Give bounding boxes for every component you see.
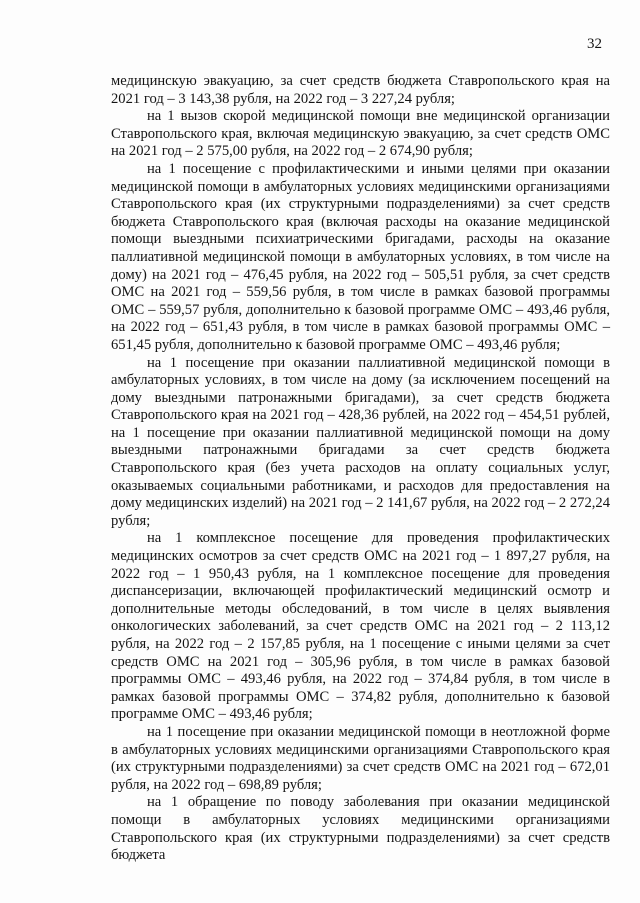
paragraph-ambulance-call: на 1 вызов скорой медицинской помощи вне медицинской организации Ставропольского края, включая медицинскую эвакуацию, за счет средств ОМС на 2021 год – 2 575,00 рубля, на 2022 год – 2 674,90 рубля; [111, 108, 610, 160]
paragraph-urgent-visit: на 1 посещение при оказании медицинской помощи в неотложной форме в амбулаторных условиях медицинскими организациями Ставропольского края (их структурными подразделениями) за счет средств ОМС на 2021 год – 672,01 рубля, на 2022 год – 698,89 рубля; [111, 723, 610, 793]
paragraph-palliative-visit: на 1 посещение при оказании паллиативной медицинской помощи в амбулаторных условиях, в том числе на дому (за исключением посещений на дому выездными патронажными бригадами), за счет средств бюджета Ставропольского края на 2021 год – 428,36 рублей, на 2022 год – 454,51 рублей, на 1 посещение при оказании паллиативной медицинской помощи на дому выездными патронажными бригадами за счет средств бюджета Ставропольского края (без учета расходов на оплату социальных услуг, оказываемых социальными работниками, и расходов для предоставления на дому медицинских изделий) на 2021 год – 2 141,67 рубля, на 2022 год – 2 272,24 рубля; [111, 354, 610, 529]
paragraph-disease-appeal: на 1 обращение по поводу заболевания при оказании медицинской помощи в амбулаторных условиях медицинскими организациями Ставропольского края (их структурными подразделениями) за счет средств бюджета [111, 794, 610, 864]
body-text [111, 73, 610, 865]
paragraph-preventive-visit: на 1 посещение с профилактическими и иными целями при оказании медицинской помощи в амбулаторных условиях медицинскими организациями Ставропольского края (их структурными подразделениями) за счет средств бюджета Ставропольского края (включая расходы на оказание медицинской помощи выездными психиатрическими бригадами, расходы на оказание паллиативной медицинской помощи в амбулаторных условиях, в том числе на дому) на 2021 год – 476,45 рубля, на 2022 год – 505,51 рубля, за счет средств ОМС на 2021 год – 559,56 рубля, в том числе в рамках базовой программы ОМС – 559,57 рубля, дополнительно к базовой программе ОМС – 493,46 рубля, на 2022 год – 651,43 рубля, в том числе в рамках базовой программы ОМС – 651,45 рубля, дополнительно к базовой программе ОМС – 493,46 рубля; [111, 160, 610, 353]
paragraph-continuation: медицинскую эвакуацию, за счет средств бюджета Ставропольского края на 2021 год – 3 143,38 рубля, на 2022 год – 3 227,24 рубля; [111, 73, 610, 107]
paragraph-complex-visit: на 1 комплексное посещение для проведения профилактических медицинских осмотров за счет средств ОМС на 2021 год – 1 897,27 рубля, на 2022 год – 1 950,43 рубля, на 1 комплексное посещение для проведения диспансеризации, включающей профилактический медицинский осмотр и дополнительные методы обследований, в том числе в целях выявления онкологических заболеваний, за счет средств ОМС на 2021 год – 2 113,12 рубля, на 2022 год – 2 157,85 рубля, на 1 посещение с иными целями за счет средств ОМС на 2021 год – 305,96 рубля, в том числе в рамках базовой программы ОМС – 493,46 рубля, на 2022 год – 374,84 рубля, в том числе в рамках базовой программы ОМС – 374,82 рубля, дополнительно к базовой программе ОМС – 493,46 рубля; [111, 530, 610, 723]
page-number: 32 [587, 36, 602, 52]
